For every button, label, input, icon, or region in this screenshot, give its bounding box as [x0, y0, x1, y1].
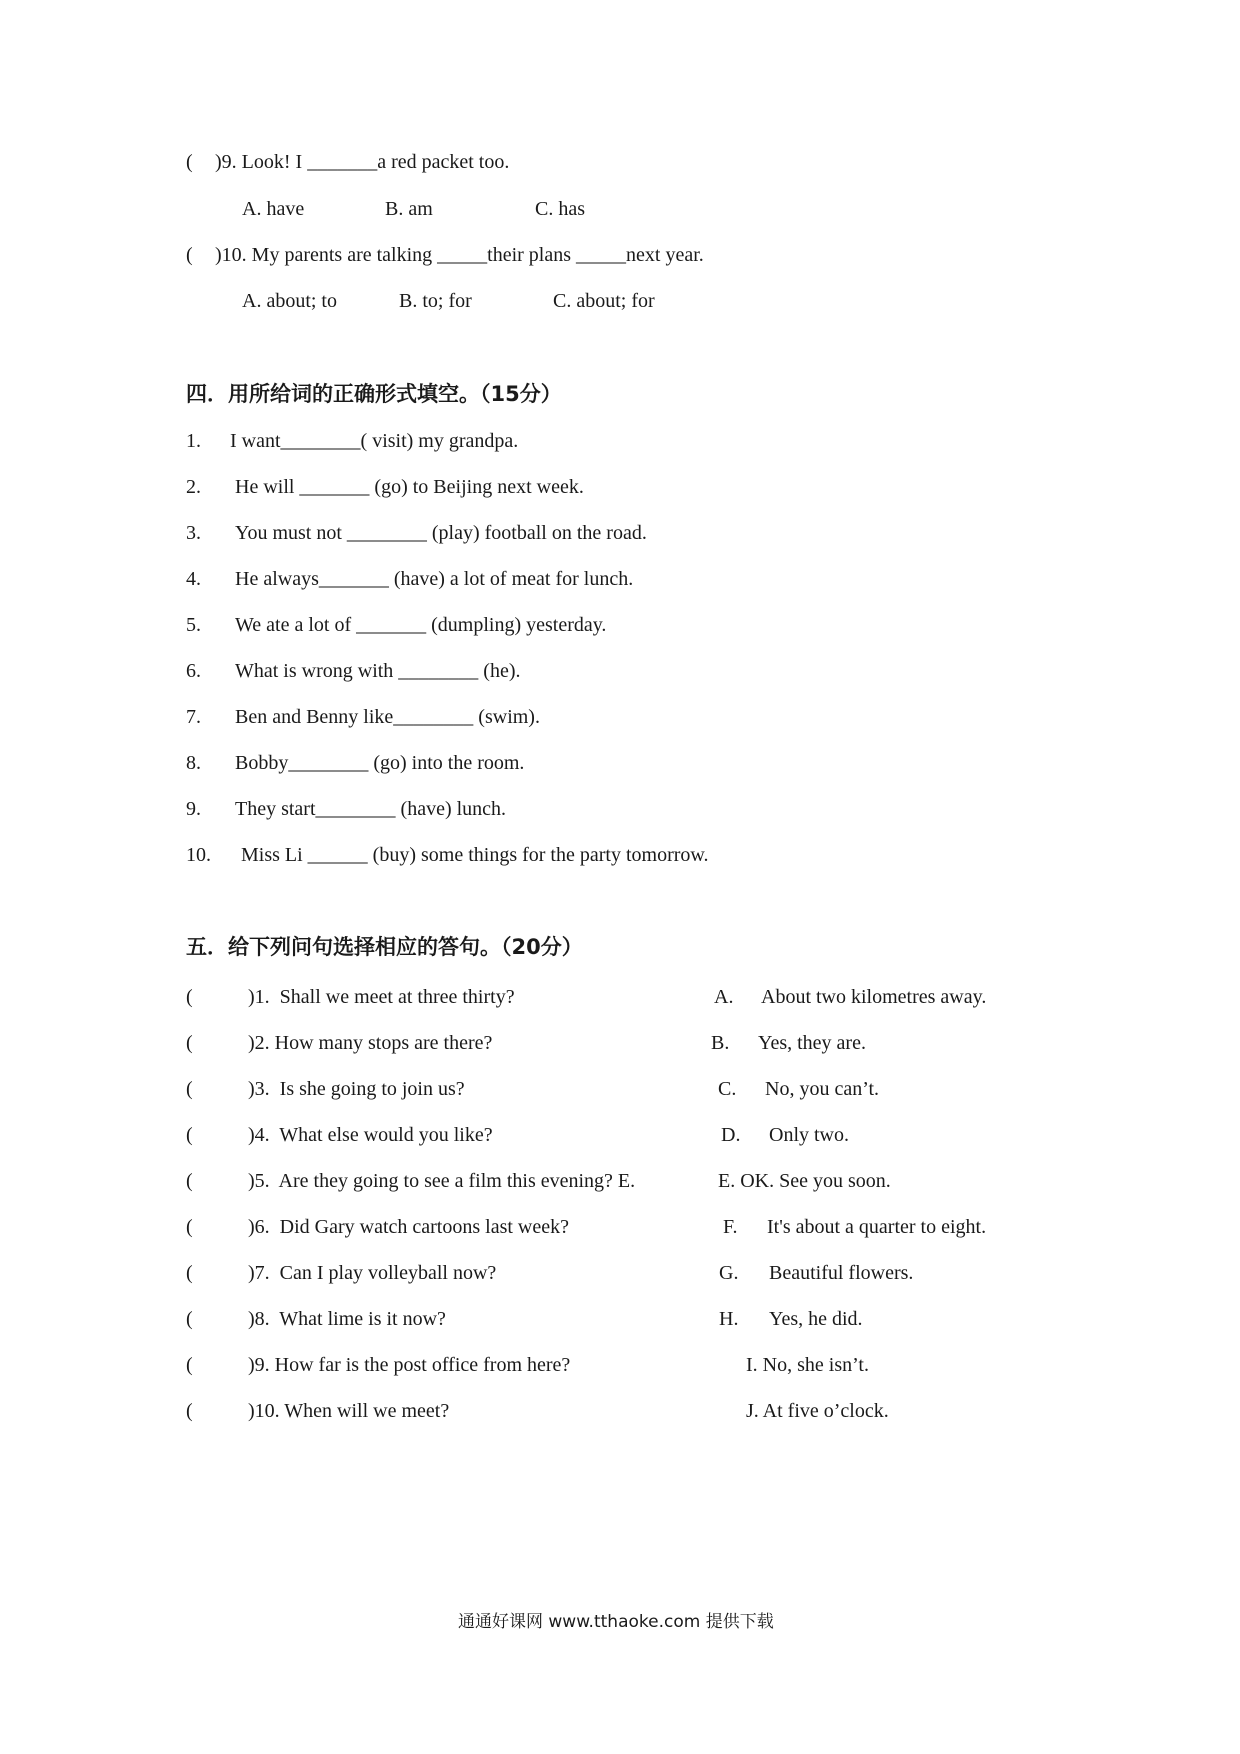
s5-answer-g-letter: G.: [719, 1262, 739, 1284]
s5-answer-i-text: I. No, she isn’t.: [746, 1354, 869, 1376]
s5-answer-b-text: Yes, they are.: [758, 1032, 866, 1054]
s5-q3-bracket: (: [186, 1078, 193, 1100]
q9-stem: )9. Look! I _______a red packet too.: [215, 151, 510, 173]
q9-bracket: (: [186, 151, 193, 173]
s4-item-10-text: Miss Li ______ (buy) some things for the party tomorrow.: [241, 844, 709, 866]
s4-item-8-num: 8.: [186, 752, 201, 774]
s5-answer-a-letter: A.: [714, 986, 734, 1008]
s4-item-1-num: 1.: [186, 430, 201, 452]
s4-item-5-text: We ate a lot of _______ (dumpling) yesterday.: [235, 614, 607, 636]
s4-item-1-text: I want________( visit) my grandpa.: [230, 430, 519, 452]
s4-item-4-text: He always_______ (have) a lot of meat for lunch.: [235, 568, 634, 590]
s4-item-9-num: 9.: [186, 798, 201, 820]
s5-q7-text: )7. Can I play volleyball now?: [248, 1262, 497, 1284]
s4-item-6-text: What is wrong with ________ (he).: [235, 660, 521, 682]
section5-title: 五．给下列问句选择相应的答句。（20分）: [186, 935, 583, 959]
s5-answer-j-text: J. At five o’clock.: [746, 1400, 889, 1422]
s5-q7-bracket: (: [186, 1262, 193, 1284]
q10-stem: )10. My parents are talking _____their plans _____next year.: [215, 244, 704, 266]
s5-q9-text: )9. How far is the post office from here?: [248, 1354, 571, 1376]
s4-item-8-text: Bobby________ (go) into the room.: [235, 752, 525, 774]
s4-item-3-num: 3.: [186, 522, 201, 544]
q10-option-a: A. about; to: [242, 290, 337, 312]
s4-item-5-num: 5.: [186, 614, 201, 636]
s5-q3-text: )3. Is she going to join us?: [248, 1078, 465, 1100]
s5-answer-g-text: Beautiful flowers.: [769, 1262, 914, 1284]
s5-q4-bracket: (: [186, 1124, 193, 1146]
s5-answer-a-text: About two kilometres away.: [761, 986, 987, 1008]
s5-q4-text: )4. What else would you like?: [248, 1124, 493, 1146]
s4-item-3-text: You must not ________ (play) football on the road.: [235, 522, 647, 544]
s4-item-10-num: 10.: [186, 844, 211, 866]
s5-q9-bracket: (: [186, 1354, 193, 1376]
s5-answer-c-text: No, you can’t.: [765, 1078, 880, 1100]
s5-q1-bracket: (: [186, 986, 193, 1008]
s4-item-2-num: 2.: [186, 476, 201, 498]
s5-answer-b-letter: B.: [711, 1032, 730, 1054]
s5-q10-text: )10. When will we meet?: [248, 1400, 450, 1422]
s5-q1-text: )1. Shall we meet at three thirty?: [248, 986, 515, 1008]
s5-answer-h-letter: H.: [719, 1308, 739, 1330]
s5-answer-h-text: Yes, he did.: [769, 1308, 863, 1330]
q10-option-b: B. to; for: [399, 290, 472, 312]
q10-option-c: C. about; for: [553, 290, 655, 312]
s5-q2-text: )2. How many stops are there?: [248, 1032, 493, 1054]
q10-bracket: (: [186, 244, 193, 266]
s5-q8-text: )8. What lime is it now?: [248, 1308, 446, 1330]
s5-answer-d-text: Only two.: [769, 1124, 849, 1146]
q9-option-b: B. am: [385, 198, 433, 220]
s5-answer-f-letter: F.: [723, 1216, 738, 1238]
s5-answer-d-letter: D.: [721, 1124, 741, 1146]
footer-download-note: 通通好课网 www.tthaoke.com 提供下载: [458, 1612, 774, 1632]
s4-item-7-text: Ben and Benny like________ (swim).: [235, 706, 540, 728]
s5-q2-bracket: (: [186, 1032, 193, 1054]
s5-q10-bracket: (: [186, 1400, 193, 1422]
s5-answer-f-text: It's about a quarter to eight.: [767, 1216, 987, 1238]
s4-item-4-num: 4.: [186, 568, 201, 590]
s5-answer-e-text: E. OK. See you soon.: [718, 1170, 891, 1192]
s5-q8-bracket: (: [186, 1308, 193, 1330]
s4-item-7-num: 7.: [186, 706, 201, 728]
section4-title: 四．用所给词的正确形式填空。（15分）: [186, 382, 562, 406]
s5-q6-bracket: (: [186, 1216, 193, 1238]
q9-option-a: A. have: [242, 198, 305, 220]
s5-answer-c-letter: C.: [718, 1078, 737, 1100]
s4-item-2-text: He will _______ (go) to Beijing next week.: [235, 476, 584, 498]
s4-item-6-num: 6.: [186, 660, 201, 682]
s5-q6-text: )6. Did Gary watch cartoons last week?: [248, 1216, 569, 1238]
q9-option-c: C. has: [535, 198, 585, 220]
s5-q5-bracket: (: [186, 1170, 193, 1192]
s5-q5-text: )5. Are they going to see a film this evening? E.: [248, 1170, 636, 1192]
s4-item-9-text: They start________ (have) lunch.: [235, 798, 507, 820]
